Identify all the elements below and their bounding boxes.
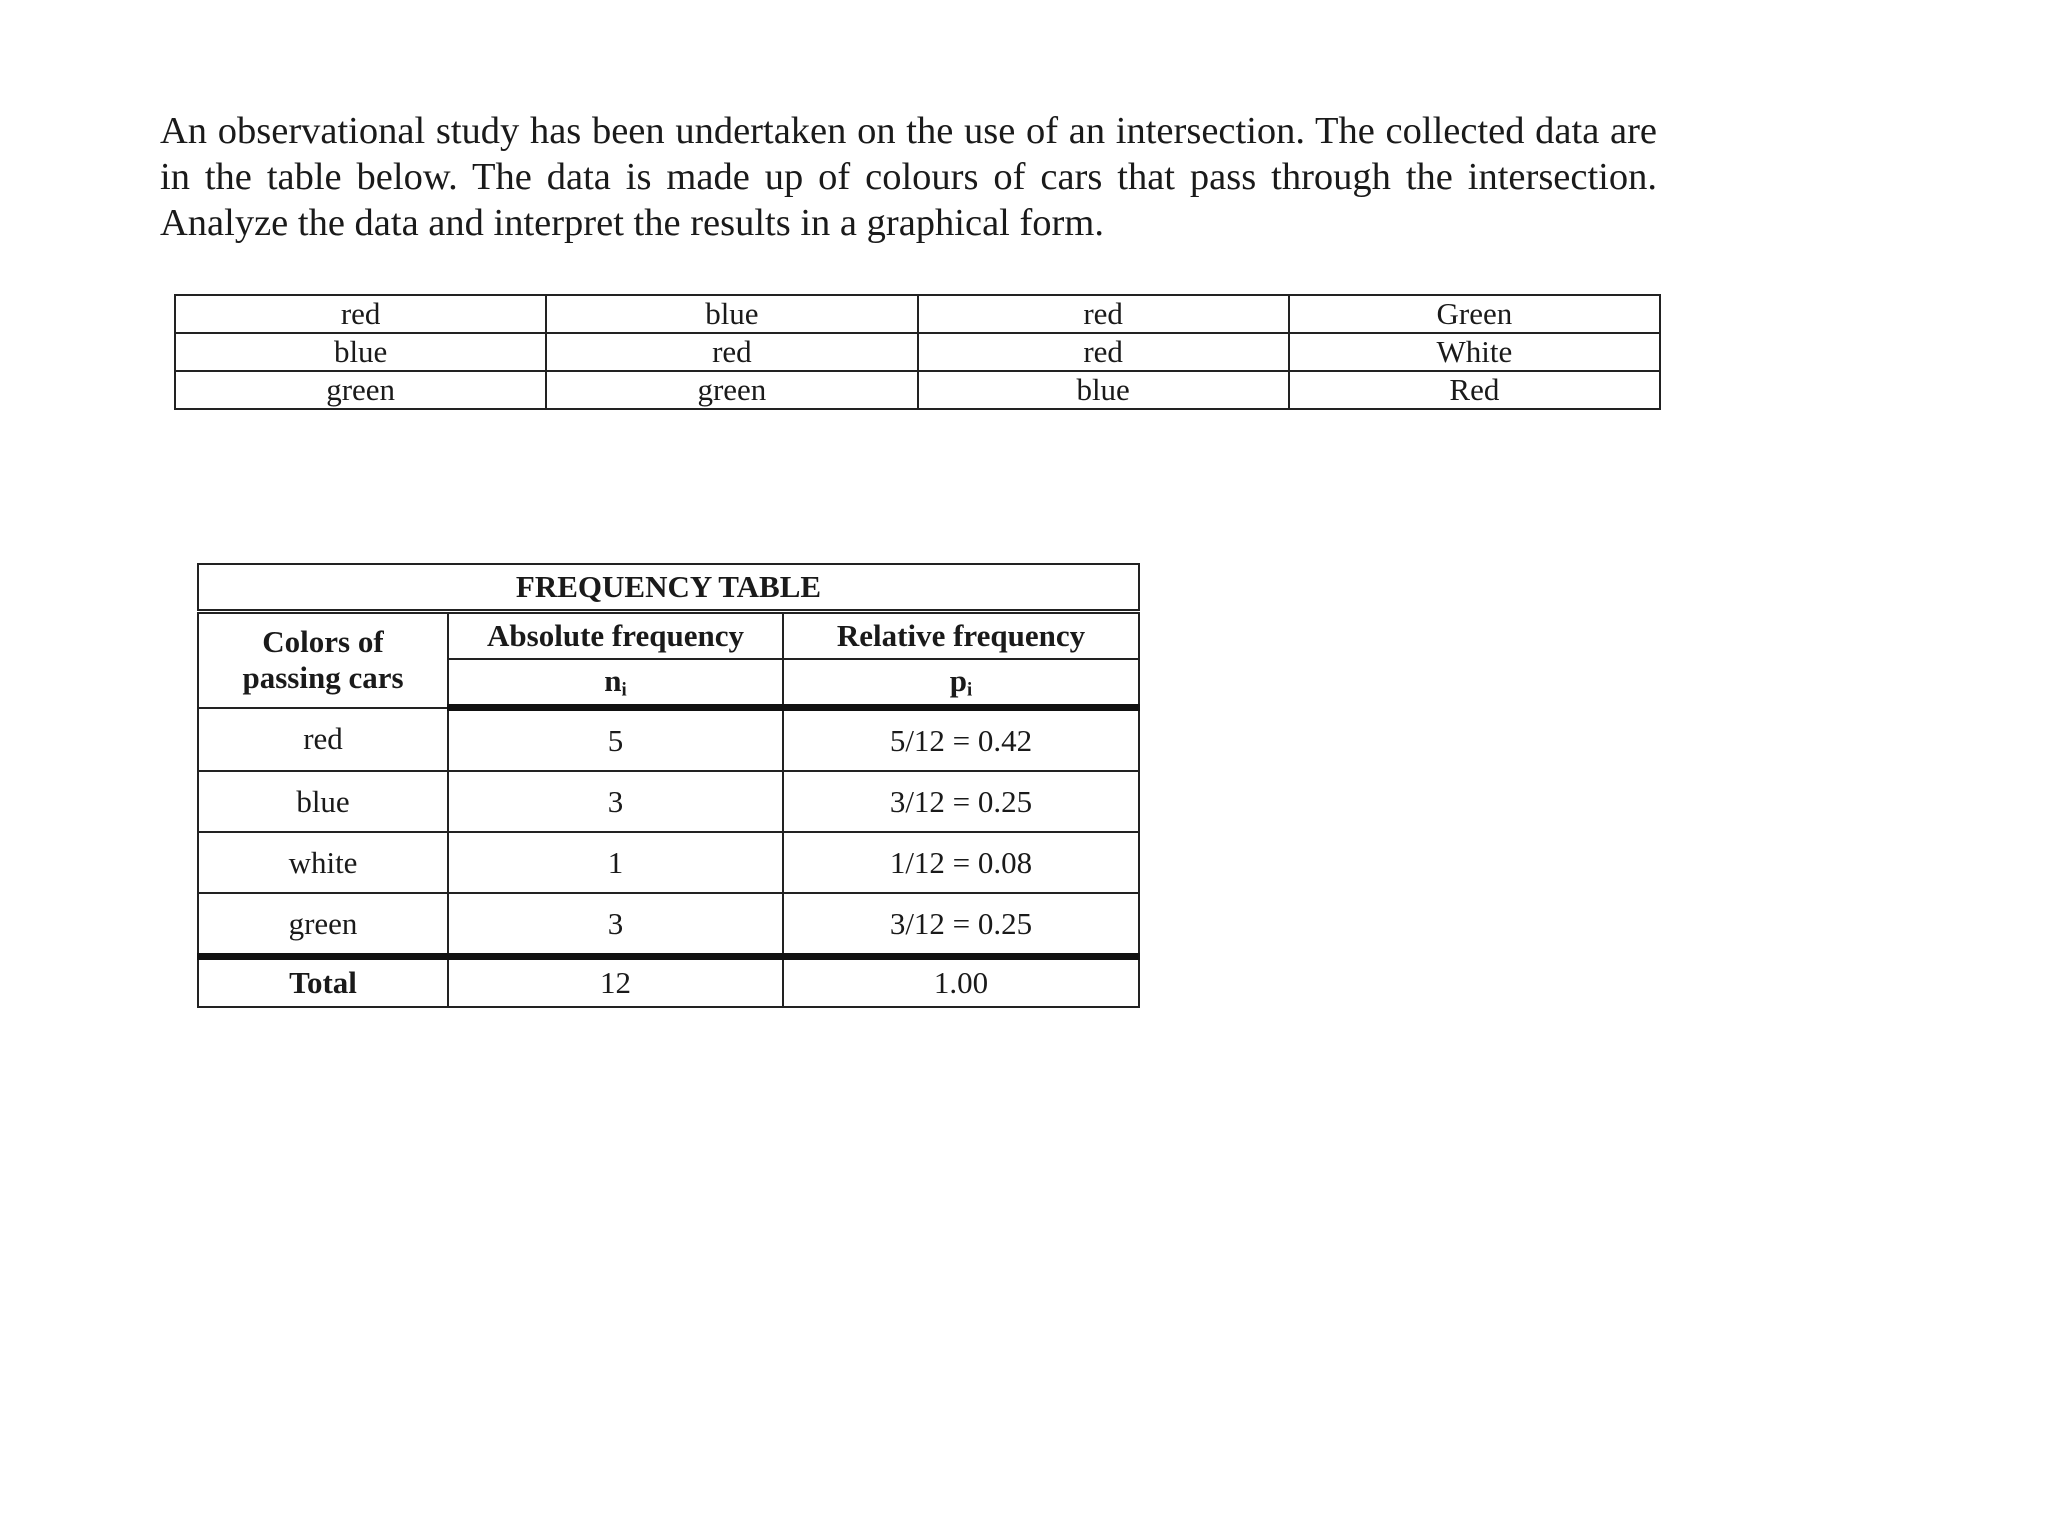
total-absolute-cell: 12 [448, 957, 783, 1008]
color-cell: green [198, 893, 448, 957]
relative-symbol [783, 659, 1139, 708]
absolute-frequency-cell: 1 [448, 832, 783, 893]
table-row [198, 893, 1139, 957]
total-label: Total [198, 957, 448, 1008]
table-row [198, 708, 1139, 772]
intro-paragraph: An observational study has been undertaken on the use of an intersection. The collected data are in the table below. The data is made up of colours of cars that pass through the intersection. Analyze the data and interpret the results in a graphical form. [160, 110, 1657, 244]
table-header-row [198, 612, 1139, 660]
color-cell: white [198, 832, 448, 893]
table-title-row [198, 564, 1139, 612]
absolute-frequency-header: Absolute frequency [448, 612, 783, 660]
absolute-frequency-cell: 5 [448, 708, 783, 772]
relative-symbol-letter: p [949, 662, 968, 698]
raw-data-table [174, 294, 1661, 410]
absolute-symbol [448, 659, 783, 708]
relative-frequency-header: Relative frequency [783, 612, 1139, 660]
table-cell: red [918, 295, 1289, 333]
table-cell: red [175, 295, 546, 333]
relative-frequency-cell: 5/12 = 0.42 [783, 708, 1139, 772]
table-cell: blue [175, 333, 546, 371]
relative-frequency-cell: 3/12 = 0.25 [783, 893, 1139, 957]
table-row [198, 832, 1139, 893]
table-total-row [198, 957, 1139, 1008]
table-cell: Green [1289, 295, 1660, 333]
absolute-frequency-cell: 3 [448, 771, 783, 832]
table-cell: blue [918, 371, 1289, 409]
relative-symbol-subscript: i [967, 679, 973, 701]
table-cell: green [546, 371, 917, 409]
color-cell: red [198, 708, 448, 772]
relative-frequency-cell: 3/12 = 0.25 [783, 771, 1139, 832]
total-relative-cell: 1.00 [783, 957, 1139, 1008]
table-cell: White [1289, 333, 1660, 371]
absolute-frequency-cell: 3 [448, 893, 783, 957]
table-cell: blue [546, 295, 917, 333]
colors-header-line2: passing cars [242, 660, 404, 696]
table-cell: green [175, 371, 546, 409]
frequency-table [197, 563, 1140, 1008]
colors-header [198, 612, 448, 708]
table-row [175, 371, 1660, 409]
table-cell: Red [1289, 371, 1660, 409]
table-cell: red [918, 333, 1289, 371]
table-row [175, 295, 1660, 333]
absolute-symbol-letter: n [604, 662, 622, 698]
absolute-symbol-subscript: i [621, 679, 627, 701]
relative-frequency-cell: 1/12 = 0.08 [783, 832, 1139, 893]
frequency-table-title: FREQUENCY TABLE [198, 564, 1139, 612]
table-cell: red [546, 333, 917, 371]
color-cell: blue [198, 771, 448, 832]
table-row [198, 771, 1139, 832]
table-row [175, 333, 1660, 371]
colors-header-line1: Colors of [262, 624, 384, 660]
